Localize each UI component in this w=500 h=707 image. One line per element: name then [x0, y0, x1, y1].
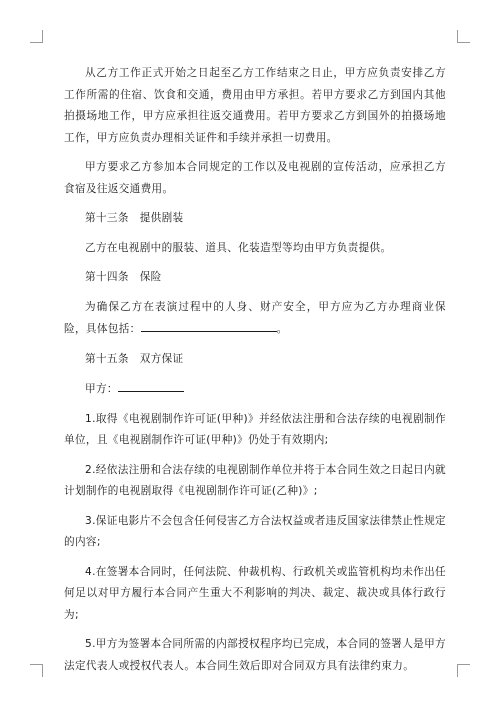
- guarantee-item-4: 4.在签署本合同时，任何法院、仲裁机构、行政机关或监管机构均未作出任何足以对甲方履行本合同产生重大不利影响的判决、裁定、裁决或具体行政行为;: [64, 565, 447, 621]
- insurance-tail: 。: [276, 323, 288, 335]
- article-15-heading: 第十五条 双方保证: [85, 352, 184, 365]
- crop-mark-bottom-left: [30, 664, 43, 677]
- paragraph-costumes: 乙方在电视剧中的服装、道具、化装造型等均由甲方负责提供。: [85, 241, 392, 254]
- paragraph-accommodation: 从乙方工作正式开始之日起至乙方工作结束之日止，甲方应负责安排乙方工作所需的住宿、饮食和交通，费用由甲方承担。若甲方要求乙方到国内其他拍摄场地工作，甲方应承担往返交通费用。若甲方要求乙方到国外的拍摄场地工作，甲方应负责办理相关证件和手续并承担一切费用。: [64, 67, 446, 144]
- guarantee-item-1: 1.取得《电视剧制作许可证(甲种)》并经依法注册和合法存续的电视剧制作单位，且《电视剧制作许可证(甲种)》仍处于有效期内;: [64, 412, 446, 446]
- paragraph-insurance: [64, 297, 446, 341]
- crop-mark-top-right: [457, 30, 470, 43]
- party-a-blank-field[interactable]: [118, 378, 184, 392]
- guarantee-item-5: 5.甲方为签署本合同所需的内部授权程序均已完成，本合同的签署人是甲方法定代表人或授权代表人。本合同生效后即对合同双方具有法律约束力。: [64, 638, 447, 672]
- guarantee-item-3: 3.保证电影片不会包含任何侵害乙方合法权益或者违反国家法律禁止性规定的内容;: [64, 514, 447, 548]
- insurance-blank-field[interactable]: [141, 318, 277, 332]
- article-14-heading: 第十四条 保险: [85, 271, 162, 283]
- party-a-label: 甲方：: [85, 383, 118, 395]
- crop-mark-top-left: [30, 30, 43, 43]
- guarantee-item-2: 2.经依法注册和合法存续的电视剧制作单位并将于本合同生效之日起日内就计划制作的电视剧取得《电视剧制作许可证(乙种)》;: [64, 463, 447, 497]
- party-a-line: [64, 378, 446, 401]
- document-body: [64, 63, 446, 685]
- paragraph-promotion-expenses: 甲方要求乙方参加本合同规定的工作以及电视剧的宣传活动，应承担乙方食宿及往返交通费用。: [64, 161, 446, 195]
- insurance-text: 为确保乙方在表演过程中的人身、财产安全，甲方应为乙方办理商业保险，具体包括：: [64, 300, 446, 335]
- crop-mark-bottom-right: [457, 664, 470, 677]
- article-13-heading: 第十三条 提供剧装: [85, 212, 184, 224]
